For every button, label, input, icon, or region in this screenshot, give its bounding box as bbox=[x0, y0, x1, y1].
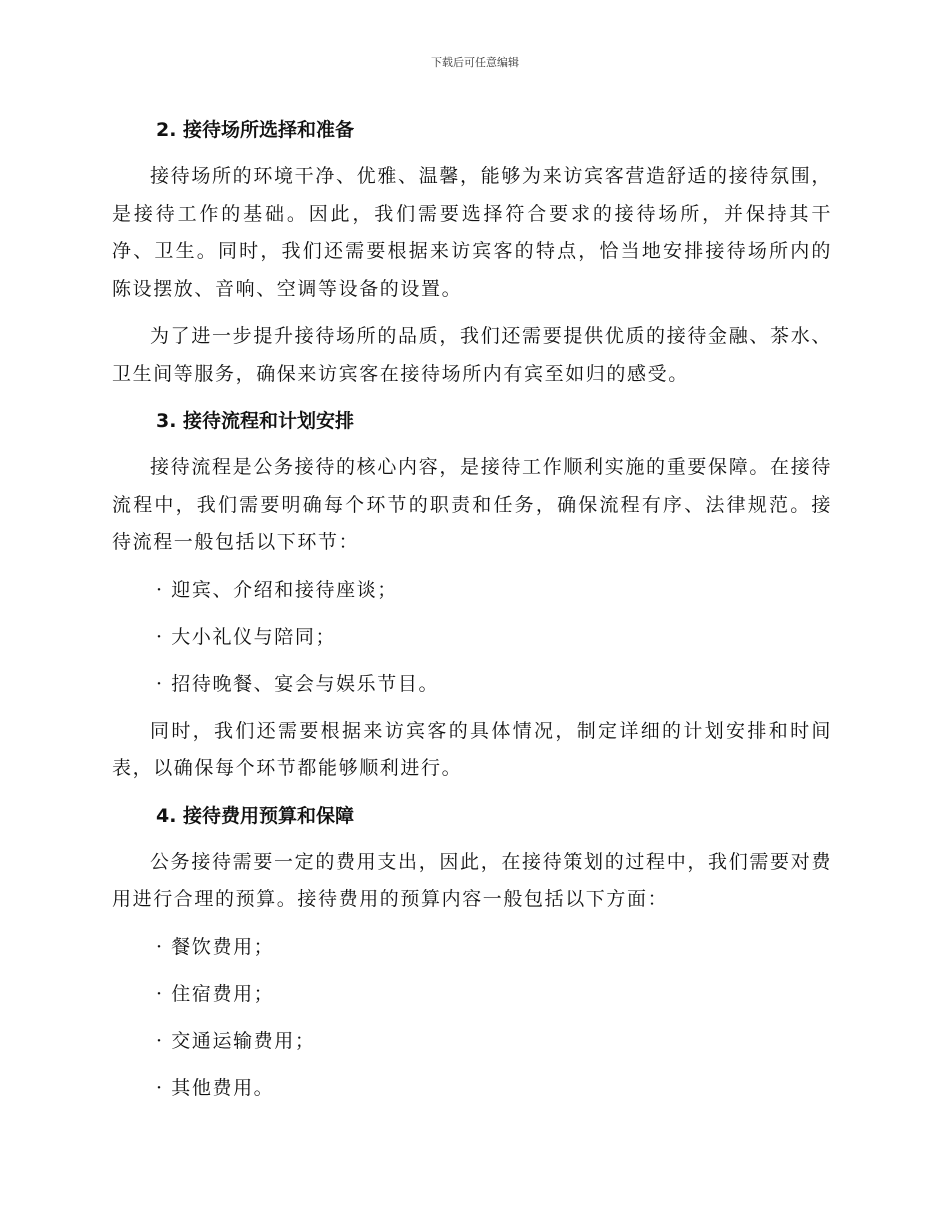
section-heading: 4. 接待费用预算和保障 bbox=[156, 804, 355, 827]
paragraph: 为了进一步提升接待场所的品质，我们还需要提供优质的接待金融、茶水、卫生间等服务，确保来访宾客在接待场所内有宾至如归的感受。 bbox=[112, 325, 832, 385]
page-header: 下载后可任意编辑 bbox=[431, 56, 519, 69]
section-heading: 2. 接待场所选择和准备 bbox=[156, 119, 355, 141]
paragraph: 接待流程是公务接待的核心内容，是接待工作顺利实施的重要保障。在接待流程中，我们需要明确每个环节的职责和任务，确保流程有序、法律规范。接待流程一般包括以下环节： bbox=[112, 456, 832, 553]
paragraph: 同时，我们还需要根据来访宾客的具体情况，制定详细的计划安排和时间表，以确保每个环节都能够顺利进行。 bbox=[112, 719, 832, 779]
list-item: · 交通运输费用； bbox=[156, 1029, 316, 1052]
document-body bbox=[112, 112, 832, 1117]
list-item: · 住宿费用； bbox=[156, 982, 275, 1005]
list-item: · 迎宾、介绍和接待座谈； bbox=[156, 578, 398, 601]
section-heading: 3. 接待流程和计划安排 bbox=[156, 410, 355, 432]
paragraph: 公务接待需要一定的费用支出，因此，在接待策划的过程中，我们需要对费用进行合理的预算。接待费用的预算内容一般包括以下方面： bbox=[112, 850, 832, 910]
list-item: · 其他费用。 bbox=[156, 1076, 275, 1099]
list-item: · 大小礼仪与陪同； bbox=[156, 625, 337, 648]
list-item: · 招待晚餐、宴会与娱乐节目。 bbox=[156, 672, 440, 695]
paragraph: 接待场所的环境干净、优雅、温馨，能够为来访宾客营造舒适的接待氛围，是接待工作的基础。因此，我们需要选择符合要求的接待场所，并保持其干净、卫生。同时，我们还需要根据来访宾客的特点，恰当地安排接待场所内的陈设摆放、音响、空调等设备的设置。 bbox=[112, 165, 832, 300]
list-item: · 餐饮费用； bbox=[156, 935, 275, 958]
